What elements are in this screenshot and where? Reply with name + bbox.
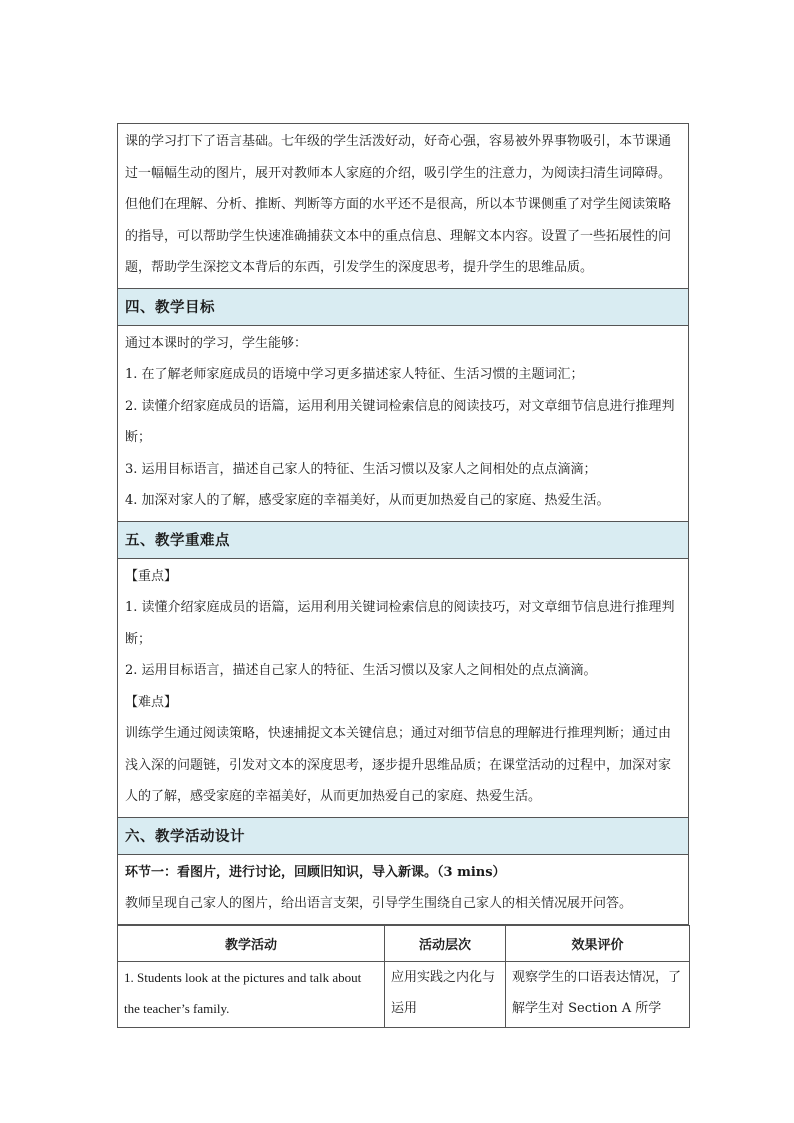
- header-activity: 教学活动: [118, 925, 385, 961]
- difficult-points-text: 训练学生通过阅读策略，快速捕捉文本关键信息；通过对细节信息的理解进行推理判断；通过由浅入深的问题链，引发对文本的深度思考，逐步提升思维品质；在课堂活动的过程中，加深对家人的了解，感受家庭的幸福美好，从而更加热爱自己的家庭、热爱生活。: [125, 726, 672, 804]
- objective-item: 2. 读懂介绍家庭成员的语篇，运用利用关键词检索信息的阅读技巧，对文章细节信息进行推理判断；: [125, 398, 675, 445]
- cell-activity: 1. Students look at the pictures and talk about the teacher’s family.: [118, 961, 385, 1027]
- section-4-body: [117, 326, 689, 522]
- section-5-body: [117, 559, 689, 818]
- table-header-row: [118, 925, 690, 961]
- objective-item: 4. 加深对家人的了解，感受家庭的幸福美好，从而更加热爱自己的家庭、热爱生活。: [125, 493, 610, 508]
- section-5-heading: 五、教学重难点: [117, 522, 689, 559]
- objective-lead: 通过本课时的学习，学生能够：: [125, 335, 308, 351]
- table-row: [118, 961, 690, 1027]
- cell-evaluation: 观察学生的口语表达情况，了解学生对 Section A 所学: [506, 961, 690, 1027]
- difficult-points-label: 【难点】: [125, 694, 178, 710]
- section-6-heading: 六、教学活动设计: [117, 818, 689, 855]
- header-evaluation: 效果评价: [506, 925, 690, 961]
- intro-block: [117, 123, 689, 289]
- section-6-body: [117, 855, 689, 925]
- intro-paragraph: 课的学习打下了语言基础。七年级的学生活泼好动，好奇心强，容易被外界事物吸引，本节课通过一幅幅生动的图片，展开对教师本人家庭的介绍，吸引学生的注意力，为阅读扫清生词障碍。但他们在理解、分析、推断、判断等方面的水平还不是很高，所以本节课侧重了对学生阅读策略的指导，可以帮助学生快速准确捕获文本中的重点信息、理解文本内容。设置了一些拓展性的问题，帮助学生深挖文本背后的东西，引发学生的深度思考，提升学生的思维品质。: [125, 134, 672, 275]
- key-points-label: 【重点】: [125, 568, 178, 584]
- section-4-heading: 四、教学目标: [117, 289, 689, 326]
- header-level: 活动层次: [385, 925, 506, 961]
- key-point-item: 1. 读懂介绍家庭成员的语篇，运用利用关键词检索信息的阅读技巧，对文章细节信息进行推理判断；: [125, 600, 675, 647]
- cell-level: 应用实践之内化与运用: [385, 961, 506, 1027]
- objective-item: 1. 在了解老师家庭成员的语境中学习更多描述家人特征、生活习惯的主题词汇；: [125, 367, 584, 382]
- step-1-title: 环节一：看图片，进行讨论，回顾旧知识，导入新课。（3 mins）: [125, 864, 506, 880]
- activity-table: [117, 925, 690, 1028]
- document-page: [117, 123, 689, 1028]
- step-1-description: 教师呈现自己家人的图片，给出语言支架，引导学生围绕自己家人的相关情况展开问答。: [125, 896, 633, 911]
- key-point-item: 2. 运用目标语言，描述自己家人的特征、生活习惯以及家人之间相处的点点滴滴。: [125, 663, 597, 678]
- objective-item: 3. 运用目标语言，描述自己家人的特征、生活习惯以及家人之间相处的点点滴滴；: [125, 461, 597, 477]
